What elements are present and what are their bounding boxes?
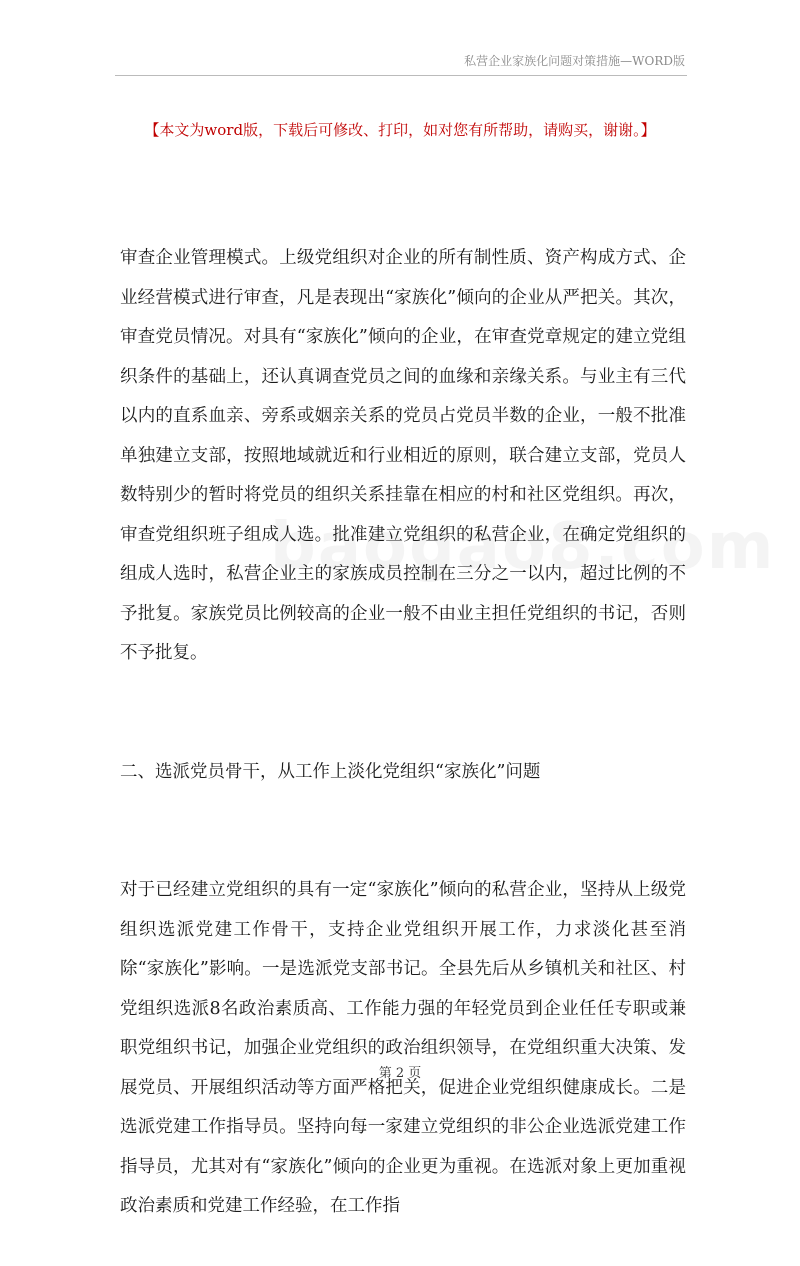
paragraph: 对于已经建立党组织的具有一定“家族化”倾向的私营企业，坚持从上级党组织选派党建工作骨干，支持企业党组织开展工作，力求淡化甚至消除“家族化”影响。一是选派党支部书记。全县先后从乡镇机关和社区、村党组织选派8名政治素质高、工作能力强的年轻党员到企业任任专职或兼职党组织书记，加强企业党组织的政治组织领导，在党组织重大决策、发展党员、开展组织活动等方面严格把关，促进企业党组织健康成长。二是选派党建工作指导员。坚持向每一家建立党组织的非公企业选派党建工作指导员，尤其对有“家族化”倾向的企业更为重视。在选派对象上更加重视政治素质和党建工作经验，在工作指 [120, 880, 686, 1216]
page-number: 第 2 页 [378, 1066, 422, 1081]
header-divider [115, 75, 687, 76]
running-header: 私营企业家族化问题对策措施—WORD版 [464, 54, 685, 68]
document-body [120, 160, 686, 1266]
paragraph: 审查企业管理模式。上级党组织对企业的所有制性质、资产构成方式、企业经营模式进行审查，凡是表现出“家族化”倾向的企业从严把关。其次，审查党员情况。对具有“家族化”倾向的企业，在审查党章规定的建立党组织条件的基础上，还认真调查党员之间的血缘和亲缘关系。与业主有三代以内的直系血亲、旁系或姻亲关系的党员占党员半数的企业，一般不批准单独建立支部，按照地域就近和行业相近的原则，联合建立支部，党员人数特别少的暂时将党员的组织关系挂靠在相应的村和社区党组织。再次，审查党组织班子组成人选。批准建立党组织的私营企业，在确定党组织的组成人选时，私营企业主的家族成员控制在三分之一以内，超过比例的不予批复。家族党员比例较高的企业一般不由业主担任党组织的书记，否则不予批复。 [120, 248, 686, 663]
download-notice: 【本文为word版，下载后可修改、打印，如对您有所帮助，请购买，谢谢。】 [144, 121, 656, 139]
section-heading: 二、选派党员骨干，从工作上淡化党组织“家族化”问题 [120, 761, 541, 782]
